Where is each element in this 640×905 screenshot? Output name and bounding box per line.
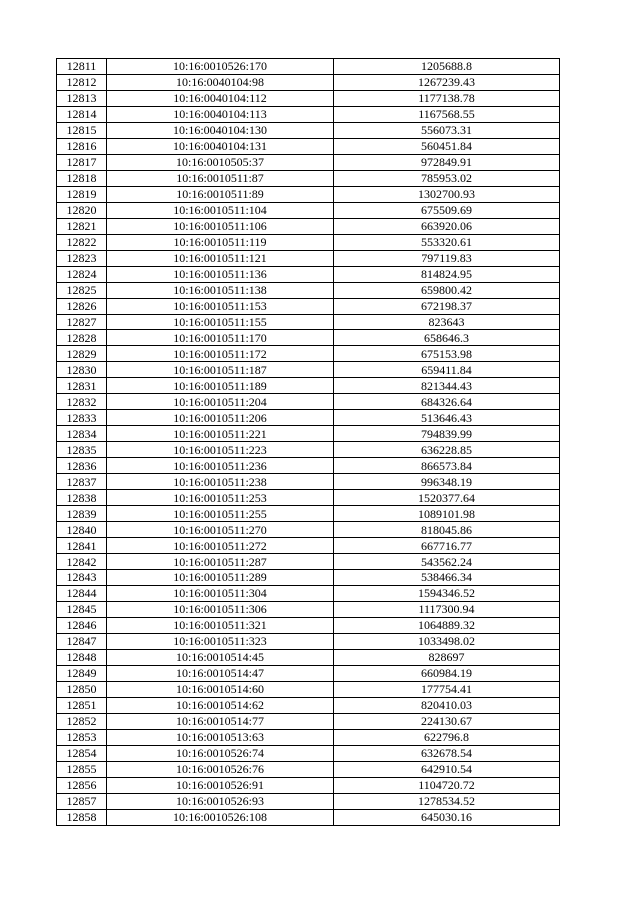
cadastral-number-cell: 10:16:0010511:221	[107, 426, 334, 442]
value-cell: 560451.84	[334, 138, 560, 154]
value-cell: 1302700.93	[334, 186, 560, 202]
row-number-cell: 12853	[57, 729, 107, 745]
value-cell: 797119.83	[334, 250, 560, 266]
row-number-cell: 12837	[57, 474, 107, 490]
cadastral-number-cell: 10:16:0040104:131	[107, 138, 334, 154]
value-cell: 866573.84	[334, 458, 560, 474]
cadastral-number-cell: 10:16:0010511:253	[107, 490, 334, 506]
row-number-cell: 12835	[57, 442, 107, 458]
table-row	[57, 90, 560, 106]
row-number-cell: 12847	[57, 633, 107, 649]
cadastral-number-cell: 10:16:0010511:87	[107, 170, 334, 186]
table-row	[57, 777, 560, 793]
cadastral-number-cell: 10:16:0010511:306	[107, 601, 334, 617]
row-number-cell: 12834	[57, 426, 107, 442]
table-row	[57, 570, 560, 586]
row-number-cell: 12815	[57, 122, 107, 138]
row-number-cell: 12832	[57, 394, 107, 410]
row-number-cell: 12836	[57, 458, 107, 474]
value-cell: 622796.8	[334, 729, 560, 745]
row-number-cell: 12844	[57, 585, 107, 601]
table-row	[57, 697, 560, 713]
row-number-cell: 12817	[57, 154, 107, 170]
cadastral-number-cell: 10:16:0010511:206	[107, 410, 334, 426]
row-number-cell: 12825	[57, 282, 107, 298]
table-row	[57, 122, 560, 138]
row-number-cell: 12823	[57, 250, 107, 266]
table-row	[57, 633, 560, 649]
value-cell: 636228.85	[334, 442, 560, 458]
table-row	[57, 538, 560, 554]
table-row	[57, 745, 560, 761]
row-number-cell: 12855	[57, 761, 107, 777]
row-number-cell: 12818	[57, 170, 107, 186]
cadastral-number-cell: 10:16:0010511:172	[107, 346, 334, 362]
value-cell: 224130.67	[334, 713, 560, 729]
table-row	[57, 761, 560, 777]
row-number-cell: 12841	[57, 538, 107, 554]
value-cell: 1117300.94	[334, 601, 560, 617]
value-cell: 821344.43	[334, 378, 560, 394]
table-row	[57, 218, 560, 234]
cadastral-number-cell: 10:16:0010511:121	[107, 250, 334, 266]
cadastral-number-cell: 10:16:0010513:63	[107, 729, 334, 745]
table-row	[57, 410, 560, 426]
table-row	[57, 506, 560, 522]
value-cell: 785953.02	[334, 170, 560, 186]
value-cell: 513646.43	[334, 410, 560, 426]
value-cell: 1267239.43	[334, 74, 560, 90]
cadastral-number-cell: 10:16:0010511:272	[107, 538, 334, 554]
cadastral-number-cell: 10:16:0010511:189	[107, 378, 334, 394]
row-number-cell: 12850	[57, 681, 107, 697]
row-number-cell: 12854	[57, 745, 107, 761]
row-number-cell: 12829	[57, 346, 107, 362]
cadastral-number-cell: 10:16:0010511:270	[107, 522, 334, 538]
table-row	[57, 617, 560, 633]
cadastral-number-cell: 10:16:0010511:89	[107, 186, 334, 202]
row-number-cell: 12838	[57, 490, 107, 506]
table-row	[57, 442, 560, 458]
cadastral-number-cell: 10:16:0010511:187	[107, 362, 334, 378]
value-cell: 659411.84	[334, 362, 560, 378]
value-cell: 663920.06	[334, 218, 560, 234]
table-row	[57, 378, 560, 394]
table-body	[57, 59, 560, 826]
row-number-cell: 12822	[57, 234, 107, 250]
cadastral-value-table	[56, 58, 560, 826]
value-cell: 684326.64	[334, 394, 560, 410]
cadastral-number-cell: 10:16:0040104:98	[107, 74, 334, 90]
cadastral-number-cell: 10:16:0010511:119	[107, 234, 334, 250]
value-cell: 538466.34	[334, 570, 560, 586]
row-number-cell: 12814	[57, 106, 107, 122]
table-row	[57, 649, 560, 665]
row-number-cell: 12851	[57, 697, 107, 713]
row-number-cell: 12840	[57, 522, 107, 538]
row-number-cell: 12812	[57, 74, 107, 90]
row-number-cell: 12819	[57, 186, 107, 202]
cadastral-number-cell: 10:16:0010514:45	[107, 649, 334, 665]
row-number-cell: 12845	[57, 601, 107, 617]
cadastral-number-cell: 10:16:0010511:136	[107, 266, 334, 282]
table-row	[57, 266, 560, 282]
table-row	[57, 186, 560, 202]
row-number-cell: 12857	[57, 793, 107, 809]
cadastral-number-cell: 10:16:0010511:321	[107, 617, 334, 633]
table-row	[57, 394, 560, 410]
cadastral-number-cell: 10:16:0010514:62	[107, 697, 334, 713]
table-row	[57, 170, 560, 186]
cadastral-number-cell: 10:16:0010511:104	[107, 202, 334, 218]
value-cell: 675153.98	[334, 346, 560, 362]
cadastral-number-cell: 10:16:0010514:77	[107, 713, 334, 729]
table-row	[57, 346, 560, 362]
row-number-cell: 12811	[57, 59, 107, 75]
value-cell: 820410.03	[334, 697, 560, 713]
table-row	[57, 426, 560, 442]
value-cell: 818045.86	[334, 522, 560, 538]
cadastral-number-cell: 10:16:0010511:238	[107, 474, 334, 490]
value-cell: 1205688.8	[334, 59, 560, 75]
value-cell: 642910.54	[334, 761, 560, 777]
table-row	[57, 458, 560, 474]
row-number-cell: 12816	[57, 138, 107, 154]
value-cell: 660984.19	[334, 665, 560, 681]
cadastral-number-cell: 10:16:0010526:76	[107, 761, 334, 777]
table-row	[57, 601, 560, 617]
row-number-cell: 12826	[57, 298, 107, 314]
row-number-cell: 12839	[57, 506, 107, 522]
value-cell: 1167568.55	[334, 106, 560, 122]
cadastral-number-cell: 10:16:0010505:37	[107, 154, 334, 170]
value-cell: 1033498.02	[334, 633, 560, 649]
table-row	[57, 154, 560, 170]
value-cell: 794839.99	[334, 426, 560, 442]
row-number-cell: 12852	[57, 713, 107, 729]
cadastral-number-cell: 10:16:0010526:170	[107, 59, 334, 75]
table-row	[57, 585, 560, 601]
value-cell: 972849.91	[334, 154, 560, 170]
cadastral-number-cell: 10:16:0010511:304	[107, 585, 334, 601]
table-row	[57, 681, 560, 697]
row-number-cell: 12846	[57, 617, 107, 633]
table-row	[57, 665, 560, 681]
table-row	[57, 330, 560, 346]
table-row	[57, 554, 560, 570]
cadastral-number-cell: 10:16:0010514:47	[107, 665, 334, 681]
cadastral-number-cell: 10:16:0010511:170	[107, 330, 334, 346]
row-number-cell: 12820	[57, 202, 107, 218]
table-row	[57, 298, 560, 314]
value-cell: 1089101.98	[334, 506, 560, 522]
cadastral-number-cell: 10:16:0010511:106	[107, 218, 334, 234]
table-row	[57, 250, 560, 266]
value-cell: 1594346.52	[334, 585, 560, 601]
table-row	[57, 234, 560, 250]
cadastral-number-cell: 10:16:0010511:289	[107, 570, 334, 586]
table-row	[57, 282, 560, 298]
cadastral-number-cell: 10:16:0010511:138	[107, 282, 334, 298]
value-cell: 675509.69	[334, 202, 560, 218]
row-number-cell: 12824	[57, 266, 107, 282]
table-row	[57, 138, 560, 154]
value-cell: 1278534.52	[334, 793, 560, 809]
cadastral-number-cell: 10:16:0010511:155	[107, 314, 334, 330]
value-cell: 814824.95	[334, 266, 560, 282]
cadastral-number-cell: 10:16:0010526:91	[107, 777, 334, 793]
cadastral-number-cell: 10:16:0010526:93	[107, 793, 334, 809]
row-number-cell: 12843	[57, 570, 107, 586]
cadastral-number-cell: 10:16:0010511:236	[107, 458, 334, 474]
value-cell: 659800.42	[334, 282, 560, 298]
cadastral-number-cell: 10:16:0040104:113	[107, 106, 334, 122]
cadastral-number-cell: 10:16:0040104:112	[107, 90, 334, 106]
value-cell: 996348.19	[334, 474, 560, 490]
table-row	[57, 522, 560, 538]
cadastral-number-cell: 10:16:0010511:323	[107, 633, 334, 649]
cadastral-number-cell: 10:16:0010511:223	[107, 442, 334, 458]
cadastral-number-cell: 10:16:0010514:60	[107, 681, 334, 697]
row-number-cell: 12858	[57, 809, 107, 825]
value-cell: 658646.3	[334, 330, 560, 346]
row-number-cell: 12821	[57, 218, 107, 234]
cadastral-number-cell: 10:16:0010511:287	[107, 554, 334, 570]
table-row	[57, 809, 560, 825]
table-row	[57, 713, 560, 729]
row-number-cell: 12833	[57, 410, 107, 426]
table-row	[57, 729, 560, 745]
value-cell: 1177138.78	[334, 90, 560, 106]
table-row	[57, 490, 560, 506]
value-cell: 177754.41	[334, 681, 560, 697]
cadastral-number-cell: 10:16:0010526:74	[107, 745, 334, 761]
row-number-cell: 12849	[57, 665, 107, 681]
table-row	[57, 202, 560, 218]
row-number-cell: 12828	[57, 330, 107, 346]
table-row	[57, 74, 560, 90]
table-row	[57, 314, 560, 330]
row-number-cell: 12842	[57, 554, 107, 570]
table-row	[57, 793, 560, 809]
cadastral-number-cell: 10:16:0040104:130	[107, 122, 334, 138]
value-cell: 556073.31	[334, 122, 560, 138]
table-row	[57, 59, 560, 75]
value-cell: 1064889.32	[334, 617, 560, 633]
value-cell: 632678.54	[334, 745, 560, 761]
value-cell: 823643	[334, 314, 560, 330]
row-number-cell: 12848	[57, 649, 107, 665]
row-number-cell: 12856	[57, 777, 107, 793]
table-row	[57, 474, 560, 490]
table-row	[57, 106, 560, 122]
row-number-cell: 12827	[57, 314, 107, 330]
value-cell: 828697	[334, 649, 560, 665]
cadastral-number-cell: 10:16:0010511:204	[107, 394, 334, 410]
row-number-cell: 12830	[57, 362, 107, 378]
value-cell: 667716.77	[334, 538, 560, 554]
value-cell: 1520377.64	[334, 490, 560, 506]
value-cell: 1104720.72	[334, 777, 560, 793]
cadastral-number-cell: 10:16:0010526:108	[107, 809, 334, 825]
value-cell: 553320.61	[334, 234, 560, 250]
value-cell: 645030.16	[334, 809, 560, 825]
value-cell: 672198.37	[334, 298, 560, 314]
row-number-cell: 12813	[57, 90, 107, 106]
table-row	[57, 362, 560, 378]
row-number-cell: 12831	[57, 378, 107, 394]
cadastral-number-cell: 10:16:0010511:153	[107, 298, 334, 314]
value-cell: 543562.24	[334, 554, 560, 570]
cadastral-number-cell: 10:16:0010511:255	[107, 506, 334, 522]
